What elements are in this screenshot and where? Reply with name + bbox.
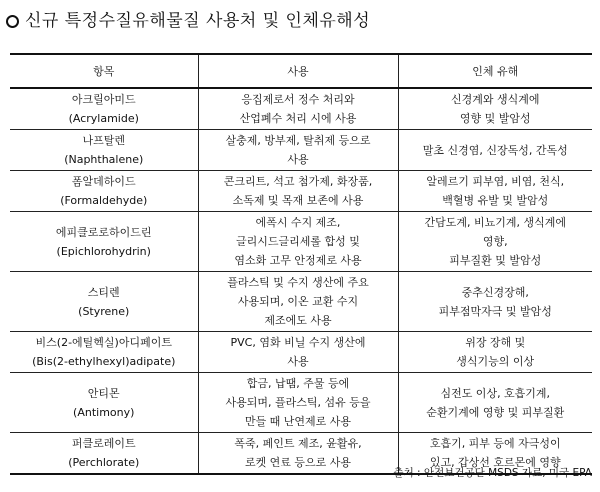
substance-name-line: 스티렌 (87, 285, 120, 299)
substance-name-line: (Epichlorohydrin) (56, 244, 151, 258)
usage-line: 응집제로서 정수 처리와 (241, 93, 355, 106)
substance-name-cell (10, 88, 198, 130)
table-row (10, 212, 592, 272)
usage-line: 에폭시 수지 제조, (255, 216, 341, 229)
substance-name-line: (Naphthalene) (64, 153, 144, 166)
health-effect-line: 알레르기 피부염, 비염, 천식, (426, 175, 565, 188)
substance-table (10, 53, 592, 475)
substance-name-cell (10, 373, 198, 433)
usage-line: 염소화 고무 안정제로 사용 (234, 254, 362, 267)
health-effect-line: 심전도 이상, 호흡기계, (440, 386, 551, 400)
table-row (10, 332, 592, 373)
substance-name-line: 퍼클로레이트 (71, 437, 136, 450)
health-effect-cell (398, 171, 592, 212)
circle-bullet-icon (6, 15, 19, 28)
substance-name-line: (Antimony) (73, 405, 135, 419)
health-effect-line: 신경계와 생식계에 (450, 93, 540, 106)
usage-line: 합금, 납땜, 주물 등에 (246, 377, 350, 390)
page-title (6, 6, 370, 31)
source-note: 출처 : 안전보건공단 MSDS 자료, 미국 EPA (393, 467, 592, 479)
health-effect-line: 위장 장해 및 (465, 336, 526, 349)
health-effect-cell (398, 272, 592, 332)
substance-name-line: 비스(2-에틸헥실)아디페이트 (35, 336, 172, 349)
usage-line: 만들 때 난연제로 사용 (244, 415, 352, 428)
health-effect-line: 생식기능의 이상 (456, 355, 535, 368)
usage-cell (198, 130, 398, 171)
health-effect-cell (398, 373, 592, 433)
usage-line: 콘크리트, 석고 첨가제, 화장품, (223, 175, 373, 188)
header-use: 사용 (198, 54, 398, 88)
table-row (10, 171, 592, 212)
substance-name-line: (Bis(2-ethylhexyl)adipate) (32, 355, 176, 368)
title-text: 신규 특정수질유해물질 사용처 및 인체유해성 (25, 11, 371, 31)
header-item: 항목 (10, 54, 198, 88)
usage-line: 산업폐수 처리 시에 사용 (239, 112, 357, 125)
usage-line: 제조에도 사용 (264, 314, 332, 327)
health-effect-line: 간담도계, 비뇨기계, 생식계에 (424, 216, 566, 229)
health-effect-line: 백혈병 유발 및 발암성 (442, 194, 549, 207)
usage-line: 글리시드글리세롤 합성 및 (236, 235, 360, 248)
table-row (10, 130, 592, 171)
substance-name-line: (Formaldehyde) (60, 194, 148, 207)
health-effect-line: 있고, 갑상선 호르몬에 영향 (429, 456, 561, 469)
substance-name-cell (10, 171, 198, 212)
substance-name-line: 안티몬 (87, 386, 120, 400)
health-effect-cell (398, 88, 592, 130)
table-row (10, 88, 592, 130)
usage-line: 사용되며, 플라스틱, 섬유 등을 (225, 396, 371, 409)
substance-name-line: (Styrene) (78, 304, 130, 318)
substance-name-cell (10, 130, 198, 171)
substance-name-line: 아크릴아미드 (71, 93, 136, 106)
health-effect-cell (398, 332, 592, 373)
health-effect-line: 말초 신경염, 신장독성, 간독성 (422, 143, 568, 157)
substance-name-line: (Perchlorate) (68, 456, 140, 469)
health-effect-cell (398, 212, 592, 272)
health-effect-line: 중추신경장해, (461, 285, 529, 299)
substance-name-line: 에피클로로하이드린 (55, 225, 152, 239)
usage-cell (198, 88, 398, 130)
substance-name-cell (10, 272, 198, 332)
usage-cell (198, 272, 398, 332)
substance-name-line: (Acrylamide) (68, 112, 139, 125)
health-effect-line: 영향 및 발암성 (459, 112, 531, 125)
usage-cell (198, 433, 398, 475)
usage-cell (198, 171, 398, 212)
table-row (10, 272, 592, 332)
health-effect-line: 영향, (482, 235, 508, 248)
usage-cell (198, 332, 398, 373)
header-harm: 인체 유해 (398, 54, 592, 88)
usage-line: 사용 (287, 355, 309, 368)
usage-line: PVC, 염화 비닐 수지 생산에 (230, 336, 366, 349)
usage-line: 사용 (287, 153, 309, 166)
health-effect-cell (398, 130, 592, 171)
health-effect-line: 순환기계에 영향 및 피부질환 (426, 405, 565, 419)
usage-line: 폭죽, 페인트 제조, 윤활유, (234, 437, 362, 450)
usage-line: 소독제 및 목재 보존에 사용 (232, 194, 364, 207)
health-effect-line: 피부점막자극 및 발암성 (438, 304, 552, 318)
table-header-row (10, 54, 592, 88)
usage-line: 살충제, 방부제, 탈취제 등으로 (225, 134, 371, 147)
substance-name-line: 나프탈렌 (82, 134, 125, 147)
usage-line: 로켓 연료 등으로 사용 (244, 456, 352, 469)
usage-cell (198, 212, 398, 272)
usage-cell (198, 373, 398, 433)
substance-name-line: 폼알데하이드 (71, 175, 136, 188)
health-effect-line: 피부질환 및 발암성 (449, 254, 542, 267)
health-effect-line: 호흡기, 피부 등에 자극성이 (429, 437, 561, 450)
table-row (10, 373, 592, 433)
usage-line: 플라스틱 및 수지 생산에 주요 (227, 276, 369, 289)
usage-line: 사용되며, 이온 교환 수지 (237, 295, 359, 308)
substance-name-cell (10, 332, 198, 373)
substance-name-cell (10, 212, 198, 272)
substance-name-cell (10, 433, 198, 475)
